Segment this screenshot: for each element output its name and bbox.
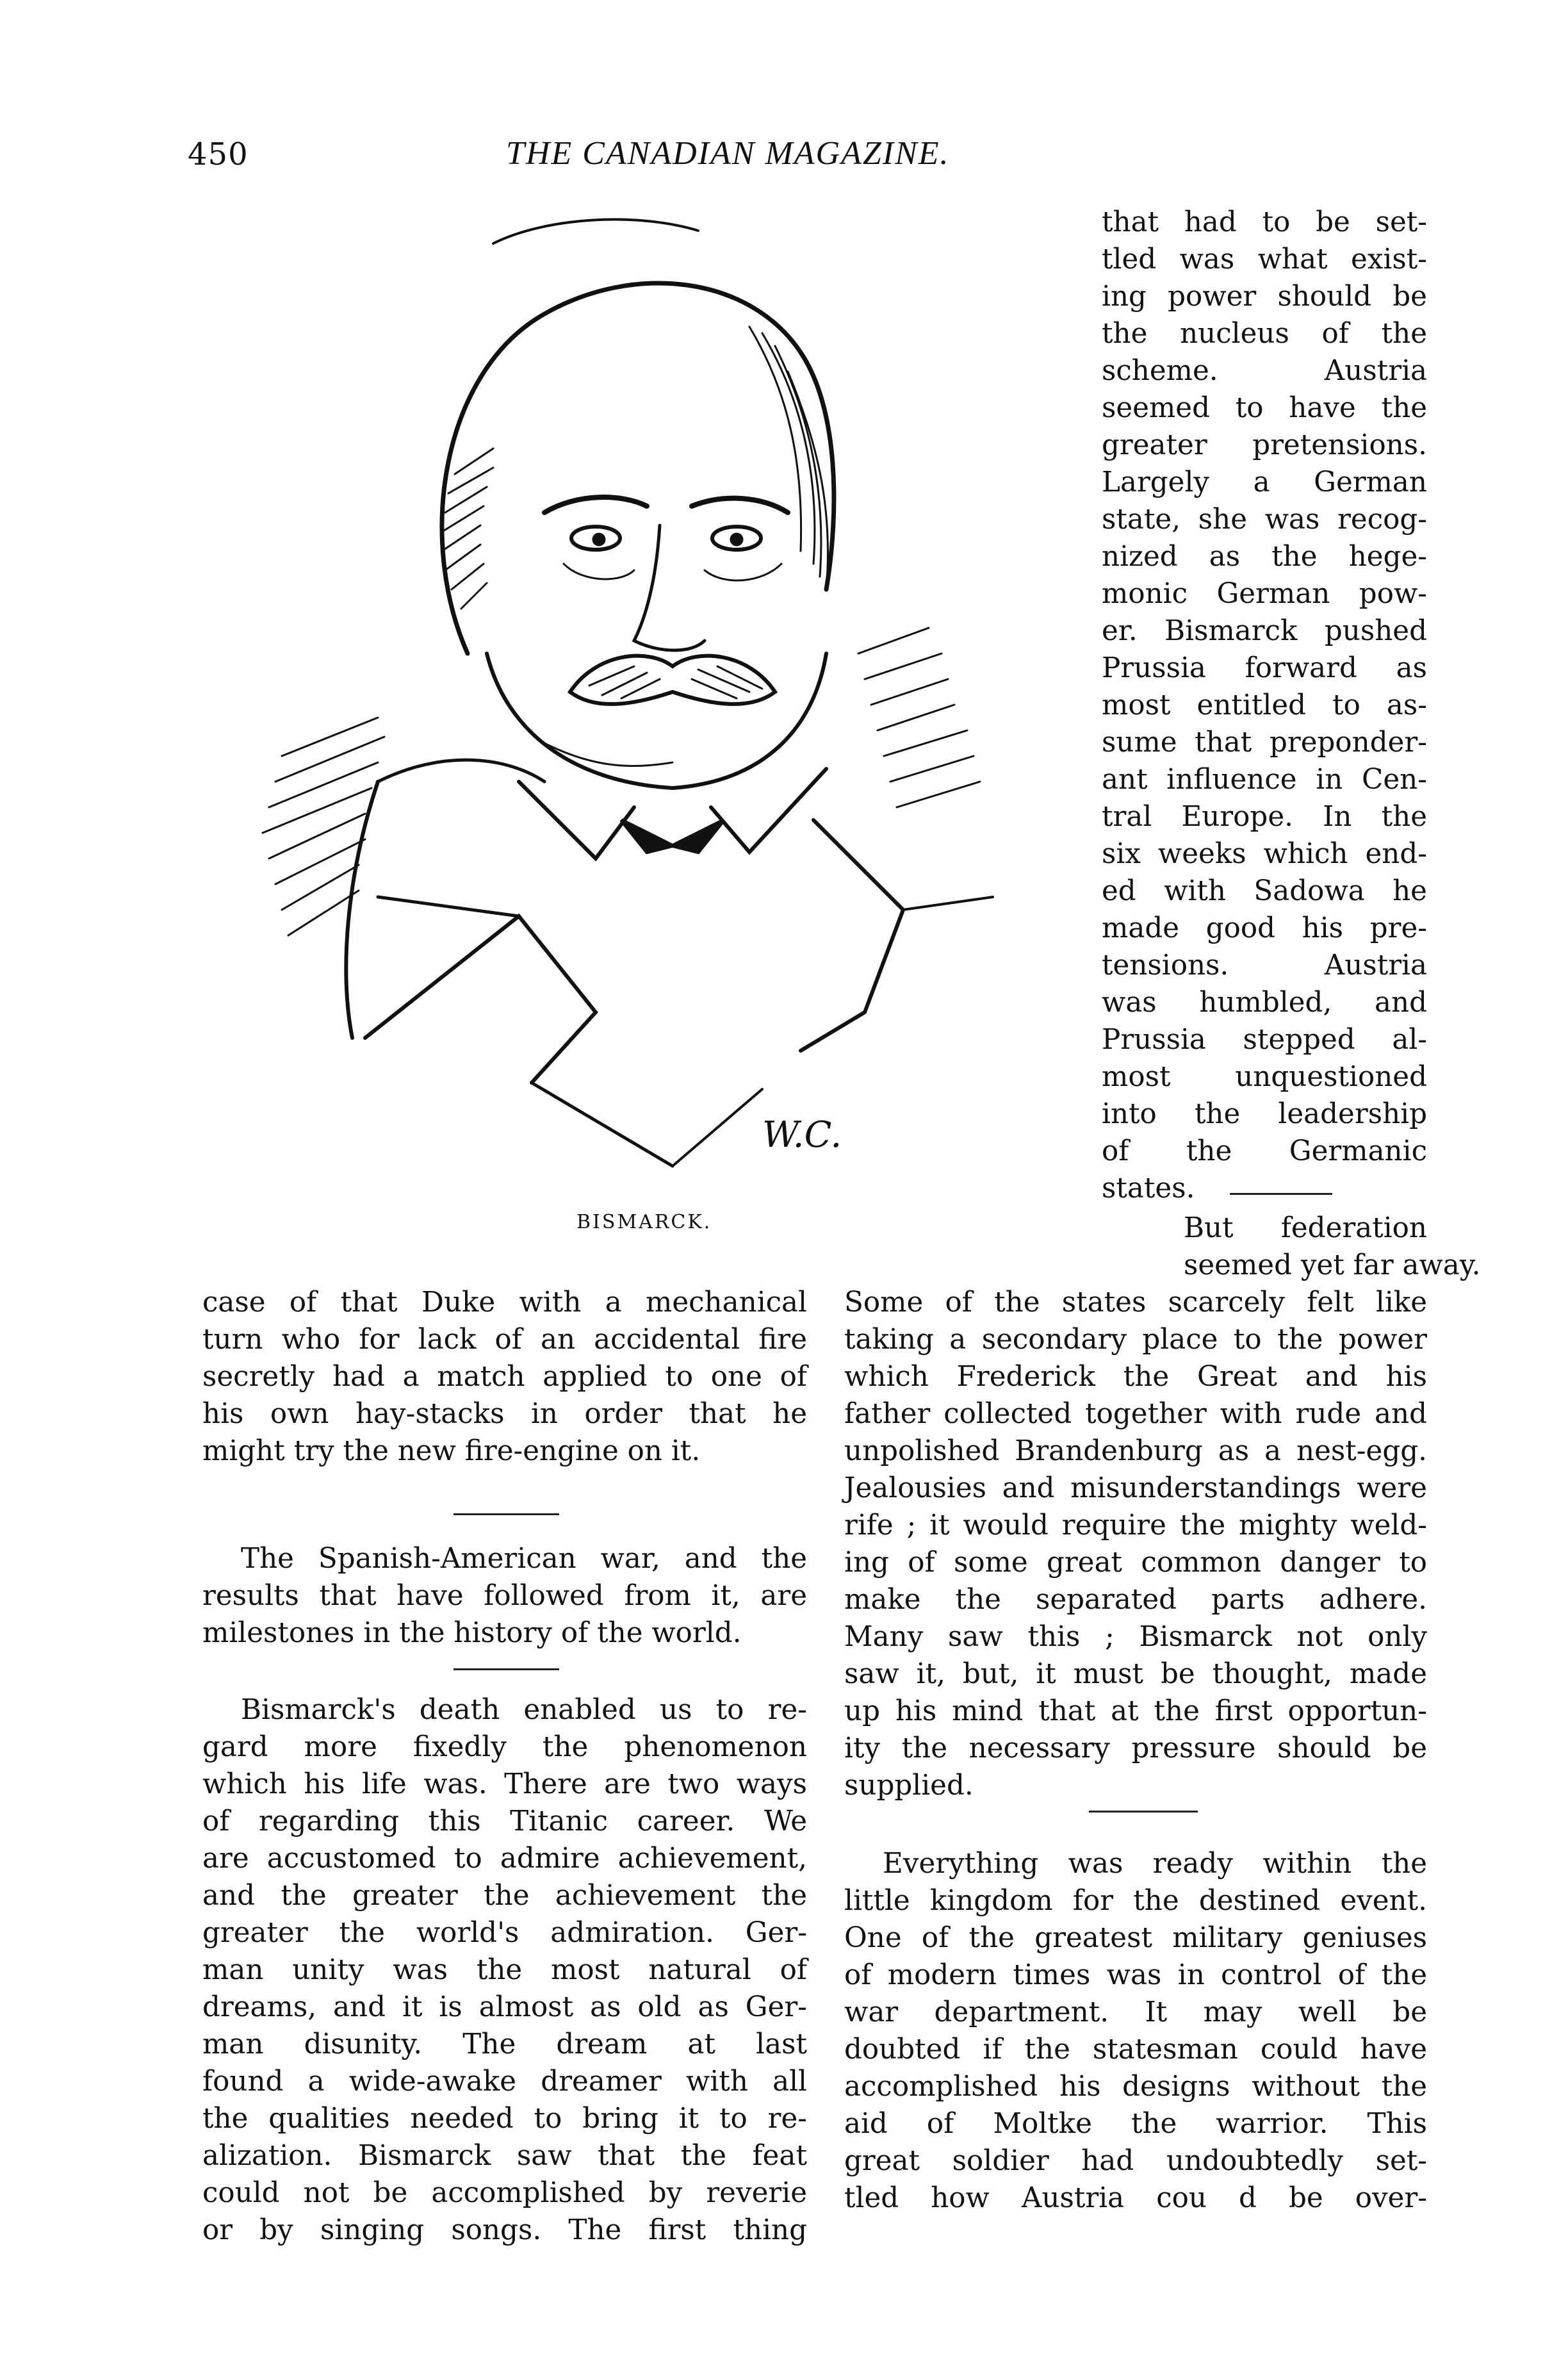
text-line: seemed to have the bbox=[1102, 392, 1427, 424]
text-line: secretly had a match applied to one of bbox=[202, 1361, 807, 1393]
text-line: Bismarck's death enabled us to re- bbox=[241, 1694, 807, 1726]
text-line: ed with Sadowa he bbox=[1102, 875, 1427, 907]
text-line: sume that preponder- bbox=[1102, 727, 1427, 759]
text-line: One of the greatest military geniuses bbox=[844, 1922, 1427, 1954]
text-line: most entitled to as- bbox=[1102, 689, 1427, 721]
text-line: milestones in the history of the world. bbox=[202, 1617, 742, 1649]
running-title: THE CANADIAN MAGAZINE. bbox=[506, 135, 950, 172]
text-line: states. bbox=[1102, 1172, 1195, 1204]
text-line: Prussia stepped al- bbox=[1102, 1024, 1427, 1056]
text-line: war department. It may well be bbox=[844, 1996, 1427, 2028]
text-line: Largely a German bbox=[1102, 466, 1427, 498]
illustrator-signature: W.C. bbox=[762, 1114, 842, 1156]
text-line: of modern times was in control of the bbox=[844, 1959, 1427, 1991]
text-line: dreams, and it is almost as old as Ger- bbox=[202, 1991, 807, 2023]
text-line: of the Germanic bbox=[1102, 1135, 1427, 1167]
text-line: little kingdom for the destined event. bbox=[844, 1885, 1427, 1917]
text-line: made good his pre- bbox=[1102, 912, 1427, 944]
left-column-para1 bbox=[202, 1284, 807, 1470]
text-line: ing power should be bbox=[1102, 281, 1427, 313]
text-line: greater pretensions. bbox=[1102, 429, 1427, 461]
text-line: great soldier had undoubtedly set- bbox=[844, 2145, 1427, 2177]
text-line: that had to be set- bbox=[1102, 206, 1427, 238]
text-line: monic German pow- bbox=[1102, 578, 1427, 610]
text-line: man disunity. The dream at last bbox=[202, 2028, 807, 2060]
text-line: make the separated parts adhere. bbox=[844, 1584, 1427, 1616]
right-column-top bbox=[1102, 204, 1427, 1207]
text-line: But federation bbox=[1184, 1212, 1427, 1244]
text-line: up his mind that at the first opportun- bbox=[844, 1695, 1427, 1727]
right-column-para3 bbox=[844, 1845, 1427, 2217]
right-column-para2-intro bbox=[1184, 1210, 1481, 1284]
text-line: unpolished Brandenburg as a nest-egg. bbox=[844, 1435, 1427, 1467]
text-line: the nucleus of the bbox=[1102, 318, 1427, 350]
text-line: Prussia forward as bbox=[1102, 652, 1427, 684]
right-column-para2 bbox=[844, 1284, 1427, 1804]
bismarck-portrait bbox=[186, 205, 1076, 1204]
text-line: most unquestioned bbox=[1102, 1061, 1427, 1093]
section-divider bbox=[453, 1668, 559, 1670]
text-line: tral Europe. In the bbox=[1102, 801, 1427, 833]
text-line: The Spanish-American war, and the bbox=[241, 1543, 807, 1575]
text-line: are accustomed to admire achievement, bbox=[202, 1843, 807, 1875]
text-line: scheme. Austria bbox=[1102, 355, 1427, 387]
text-line: Many saw this ; Bismarck not only bbox=[844, 1621, 1427, 1653]
text-line: was humbled, and bbox=[1102, 987, 1427, 1019]
text-line: father collected together with rude and bbox=[844, 1398, 1427, 1430]
text-line: of regarding this Titanic career. We bbox=[202, 1805, 807, 1837]
text-line: tensions. Austria bbox=[1102, 949, 1427, 982]
text-line: which his life was. There are two ways bbox=[202, 1768, 807, 1800]
text-line: accomplished his designs without the bbox=[844, 2071, 1427, 2103]
text-line: Everything was ready within the bbox=[883, 1848, 1427, 1880]
text-line: six weeks which end- bbox=[1102, 838, 1427, 870]
text-line: doubted if the statesman could have bbox=[844, 2034, 1427, 2066]
text-line: or by singing songs. The first thing bbox=[202, 2214, 807, 2246]
text-line: aid of Moltke the warrior. This bbox=[844, 2108, 1427, 2140]
page-number: 450 bbox=[188, 136, 249, 172]
text-line: supplied. bbox=[844, 1770, 974, 1802]
text-line: ing of some great common danger to bbox=[844, 1547, 1427, 1579]
text-line: Some of the states scarcely felt like bbox=[844, 1286, 1427, 1319]
section-divider bbox=[1089, 1811, 1198, 1812]
section-divider bbox=[1230, 1193, 1332, 1195]
text-line: man unity was the most natural of bbox=[202, 1954, 807, 1986]
text-line: which Frederick the Great and his bbox=[844, 1361, 1427, 1393]
text-line: rife ; it would require the mighty weld- bbox=[844, 1509, 1427, 1541]
text-line: alization. Bismarck saw that the feat bbox=[202, 2140, 807, 2172]
text-line: could not be accomplished by reverie bbox=[202, 2177, 807, 2209]
text-line: ity the necessary pressure should be bbox=[844, 1732, 1427, 1764]
text-line: his own hay-stacks in order that he bbox=[202, 1398, 807, 1430]
text-line: seemed yet far away. bbox=[1184, 1249, 1481, 1281]
text-line: found a wide-awake dreamer with all bbox=[202, 2066, 807, 2098]
text-line: case of that Duke with a mechanical bbox=[202, 1286, 807, 1319]
text-line: taking a secondary place to the power bbox=[844, 1324, 1427, 1356]
text-line: gard more fixedly the phenomenon bbox=[202, 1731, 807, 1763]
text-line: greater the world's admiration. Ger- bbox=[202, 1917, 807, 1949]
text-line: nized as the hege- bbox=[1102, 541, 1427, 573]
left-column-para3 bbox=[202, 1691, 807, 2249]
text-line: into the leadership bbox=[1102, 1098, 1427, 1130]
text-line: Jealousies and misunderstandings were bbox=[844, 1472, 1427, 1504]
text-line: ant influence in Cen- bbox=[1102, 764, 1427, 796]
text-line: turn who for lack of an accidental fire bbox=[202, 1324, 807, 1356]
left-column-para2 bbox=[202, 1540, 807, 1652]
text-line: er. Bismarck pushed bbox=[1102, 615, 1427, 647]
text-line: state, she was recog- bbox=[1102, 504, 1427, 536]
text-line: the qualities needed to bring it to re- bbox=[202, 2103, 807, 2135]
text-line: tled was what exist- bbox=[1102, 243, 1427, 275]
section-divider bbox=[453, 1513, 559, 1515]
text-line: and the greater the achievement the bbox=[202, 1880, 807, 1912]
text-line: results that have followed from it, are bbox=[202, 1580, 807, 1612]
text-line: tled how Austria cou d be over- bbox=[844, 2182, 1427, 2214]
figure-caption: BISMARCK. bbox=[576, 1211, 712, 1233]
text-line: might try the new fire-engine on it. bbox=[202, 1435, 701, 1467]
text-line: saw it, but, it must be thought, made bbox=[844, 1658, 1427, 1690]
